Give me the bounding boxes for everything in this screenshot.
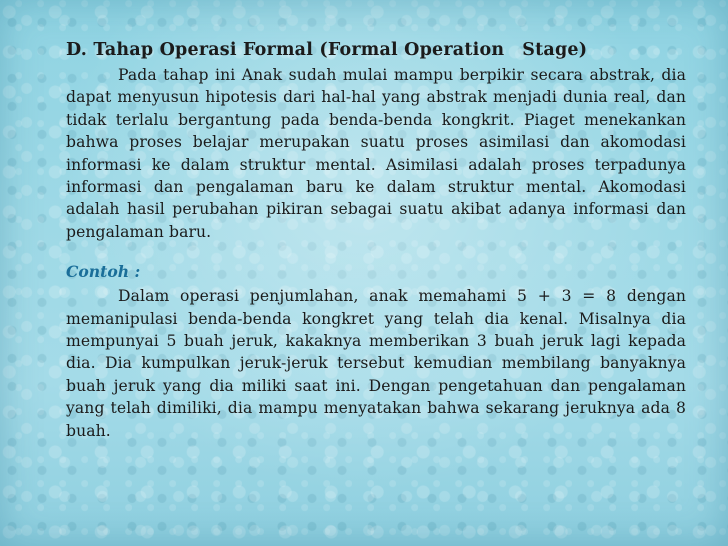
section-heading: [66, 38, 686, 62]
paragraph-description: Pada tahap ini Anak sudah mulai mampu berpikir secara abstrak, dia dapat menyusun hipotesis dari hal-hal yang abstrak menjadi dunia real, dan tidak terlalu bergantung pada benda-benda kongkrit. Piaget menekankan bahwa proses belajar merupakan suatu proses asimilasi dan akomodasi informasi ke dalam struktur mental. Asimilasi adalah proses terpadunya informasi dan pengalaman baru ke dalam struktur mental. Akomodasi adalah hasil perubahan pikiran sebagai suatu akibat adanya informasi dan pengalaman baru.: [66, 66, 686, 241]
section-heading-title: D. Tahap Operasi Formal (Formal Operation: [66, 40, 505, 60]
example-heading: Contoh :: [66, 262, 141, 282]
slide-content: [66, 38, 686, 442]
section-heading-suffix: Stage): [522, 40, 588, 60]
paragraph-example: Dalam operasi penjumlahan, anak memahami 5 + 3 = 8 dengan memanipulasi benda-benda kongkret yang telah dia kenal. Misalnya dia mempunyai 5 buah jeruk, kakaknya memberikan 3 buah jeruk lagi kepada dia. Dia kumpulkan jeruk-jeruk tersebut kemudian membilang banyaknya buah jeruk yang dia miliki saat ini. Dengan pengetahuan dan pengalaman yang telah dimiliki, dia mampu menyatakan bahwa sekarang jeruknya ada 8 buah.: [66, 287, 686, 440]
